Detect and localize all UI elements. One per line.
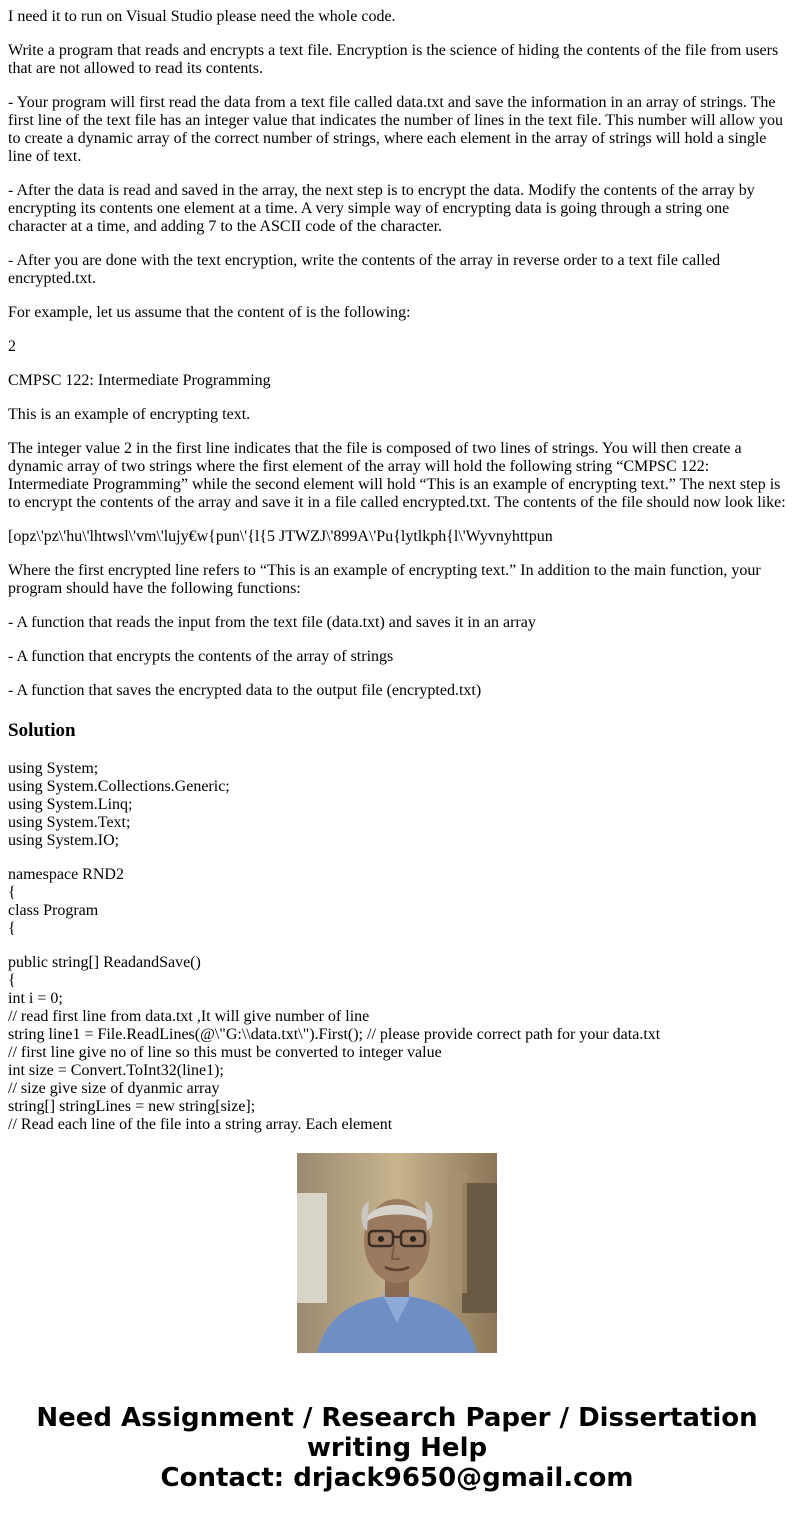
question-paragraphs	[8, 42, 788, 700]
code-line: namespace RND2	[8, 866, 124, 883]
code-line: using System.Collections.Generic;	[8, 778, 230, 795]
promo-line-1: Need Assignment / Research Paper / Dissertation	[36, 1403, 758, 1433]
document	[8, 0, 788, 1133]
question-paragraph: This is an example of encrypting text.	[8, 406, 251, 423]
code-line: using System;	[8, 760, 99, 777]
code-line: {	[8, 920, 16, 937]
code-line: using System.Text;	[8, 814, 131, 831]
question-paragraph: - After the data is read and saved in the array, the next step is to encrypt the data. Modify the contents of the array by encrypting its contents one element at a time. A very simple way of encrypting data is going through a string one character at a time, and adding 7 to the ASCII code of the character.	[8, 182, 755, 235]
code-line: // Read each line of the file into a string array. Each element	[8, 1116, 393, 1133]
code-line	[8, 938, 788, 954]
promo-contact: Contact: drjack9650@gmail.com	[160, 1463, 634, 1493]
question-intro: I need it to run on Visual Studio please need the whole code.	[8, 8, 396, 25]
code-line	[8, 850, 788, 866]
code-line: {	[8, 972, 16, 989]
code-line: string[] stringLines = new string[size];	[8, 1098, 256, 1115]
code-line: using System.Linq;	[8, 796, 133, 813]
question-paragraph: - After you are done with the text encryption, write the contents of the array in reverse order to a text file called encrypted.txt.	[8, 252, 721, 287]
code-line: int i = 0;	[8, 990, 63, 1007]
code-line: int size = Convert.ToInt32(line1);	[8, 1062, 224, 1079]
question-paragraph: For example, let us assume that the content of is the following:	[8, 304, 411, 321]
code-line: class Program	[8, 902, 99, 919]
code-line: {	[8, 884, 16, 901]
question-paragraph: - A function that reads the input from the text file (data.txt) and saves it in an array	[8, 614, 536, 631]
code-line: // size give size of dyanmic array	[8, 1080, 220, 1097]
solution-heading: Solution	[8, 720, 76, 741]
code-line: string line1 = File.ReadLines(@\"G:\\data.txt\").First(); // please provide correct path for your data.txt	[8, 1026, 661, 1043]
code-line: public string[] ReadandSave()	[8, 954, 201, 971]
solution-code	[8, 760, 788, 1133]
question-paragraph: The integer value 2 in the first line indicates that the file is composed of two lines of strings. You will then create a dynamic array of two strings where the first element of the array will hold the following string “CMPSC 122: Intermediate Programming” while the second element will hold “This is an example of encrypting text.” The next step is to encrypt the contents of the array and save it in a file called encrypted.txt. The contents of the file should now look like:	[8, 440, 786, 511]
promo-banner	[0, 1403, 794, 1493]
question-section	[8, 8, 788, 700]
author-avatar	[297, 1153, 497, 1353]
code-line: // read first line from data.txt ,It will give number of line	[8, 1008, 370, 1025]
code-line: using System.IO;	[8, 832, 120, 849]
question-paragraph: [opz\'pz\'hu\'lhtwsl\'vm\'lujy€w{pun\'{l{5 JTWZJ\'899A\'Pu{lytlkph{l\'Wyvnyhttpun	[8, 528, 553, 545]
question-paragraph: Where the first encrypted line refers to “This is an example of encrypting text.” In addition to the main function, your program should have the following functions:	[8, 562, 761, 597]
question-paragraph: - Your program will first read the data from a text file called data.txt and save the information in an array of strings. The first line of the text file has an integer value that indicates the number of lines in the text file. This number will allow you to create a dynamic array of the correct number of strings, where each element in the array of strings will hold a single line of text.	[8, 94, 784, 165]
code-line: // first line give no of line so this must be converted to integer value	[8, 1044, 442, 1061]
question-paragraph: - A function that saves the encrypted data to the output file (encrypted.txt)	[8, 682, 482, 699]
question-paragraph: 2	[8, 338, 16, 355]
question-paragraph: - A function that encrypts the contents of the array of strings	[8, 648, 394, 665]
promo-line-2: writing Help	[306, 1433, 488, 1463]
question-paragraph: Write a program that reads and encrypts a text file. Encryption is the science of hiding the contents of the file from users that are not allowed to read its contents.	[8, 42, 779, 77]
author-photo	[297, 1153, 497, 1353]
question-paragraph: CMPSC 122: Intermediate Programming	[8, 372, 271, 389]
